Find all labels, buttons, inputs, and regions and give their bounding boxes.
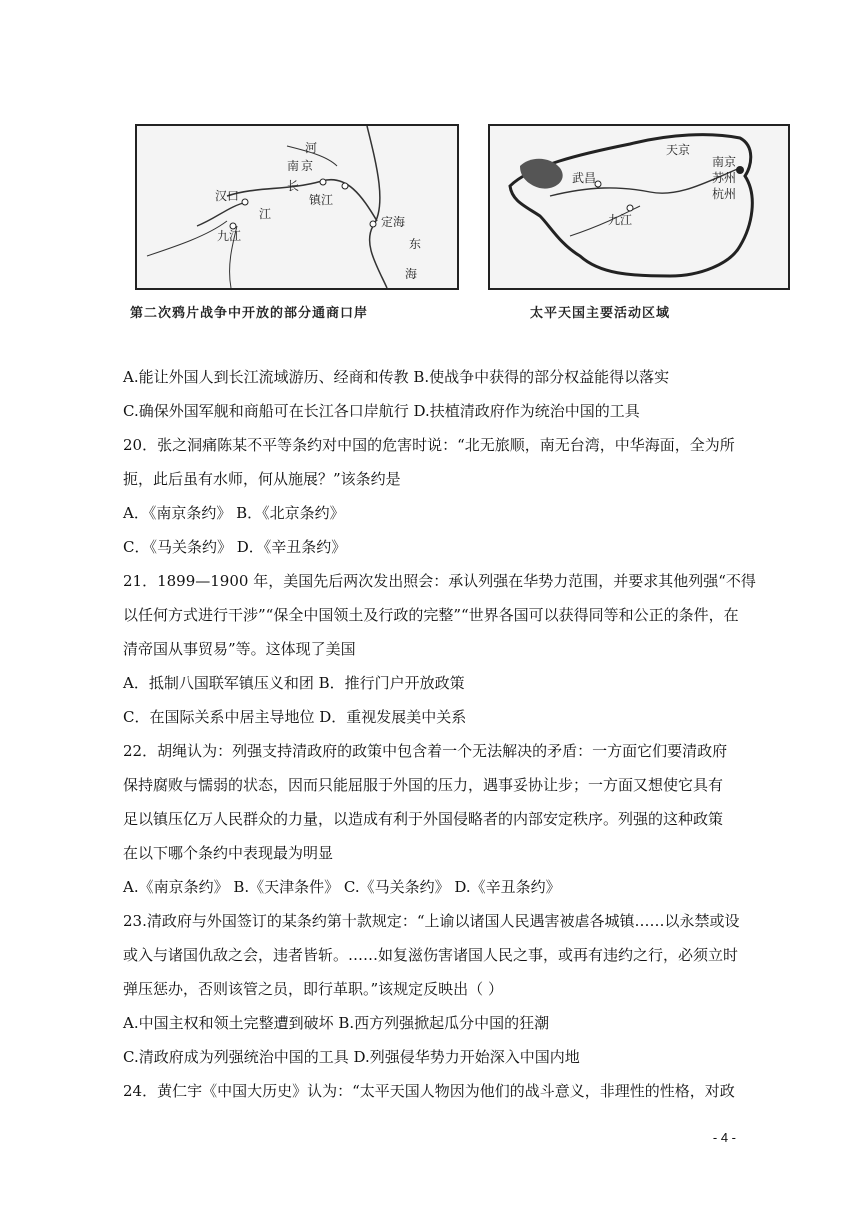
map1-label: 长 xyxy=(287,179,300,193)
map2-label: 苏州 xyxy=(712,171,737,185)
text-line: C．在国际关系中居主导地位 D．重视发展美中关系 xyxy=(123,708,467,726)
text-line: 以任何方式进行干涉”“保全中国领土及行政的完整”“世界各国可以获得同等和公正的条件，在 xyxy=(123,606,739,624)
map1-label: 江 xyxy=(259,207,272,221)
map2-label: 武昌 xyxy=(572,171,597,185)
text-line: 20．张之洞痛陈某不平等条约对中国的危害时说：“北无旅顺，南无台湾，中华海面，全为所 xyxy=(123,436,735,454)
text-line: 在以下哪个条约中表现最为明显 xyxy=(123,844,334,862)
text-line: 足以镇压亿万人民群众的力量，以造成有利于外国侵略者的内部安定秩序。列强的这种政策 xyxy=(123,810,724,828)
map1-label: 河 xyxy=(305,141,318,155)
map-taiping-region xyxy=(488,124,790,290)
map-caption: 第二次鸦片战争中开放的部分通商口岸 xyxy=(130,306,369,321)
text-line: A.能让外国人到长江流域游历、经商和传教 B.使战争中获得的部分权益能得以落实 xyxy=(123,368,670,386)
text-line: C．《马关条约》 D．《辛丑条约》 xyxy=(123,538,347,556)
map1-label: 南 xyxy=(287,159,300,173)
map1-label: 镇江 xyxy=(309,193,334,207)
map2-label: 杭州 xyxy=(712,187,737,201)
map1-label: 东 xyxy=(409,237,422,251)
text-line: 扼，此后虽有水师，何从施展？”该条约是 xyxy=(123,470,401,488)
text-line: 保持腐败与懦弱的状态，因而只能屈服于外国的压力，遇事妥协让步；一方面又想使它具有 xyxy=(123,776,724,794)
map2-label: 九江 xyxy=(608,213,633,227)
page-number: - 4 - xyxy=(712,1130,736,1145)
text-line: A.《南京条约》 B.《天津条件》 C.《马关条约》 D.《辛丑条约》 xyxy=(123,878,561,896)
text-line: C.清政府成为列强统治中国的工具 D.列强侵华势力开始深入中国内地 xyxy=(123,1048,580,1066)
text-line: 22．胡绳认为：列强支持清政府的政策中包含着一个无法解决的矛盾：一方面它们要清政府 xyxy=(123,742,728,760)
text-line: C.确保外国军舰和商船可在长江各口岸航行 D.扶植清政府作为统治中国的工具 xyxy=(123,402,640,420)
map1-label: 汉口 xyxy=(215,189,240,203)
text-line: 或入与诸国仇敌之会，违者皆斩。……如复滋伤害诸国人民之事，或再有违约之行，必须立时 xyxy=(123,946,739,964)
map1-label: 海 xyxy=(405,267,418,281)
text-line: 清帝国从事贸易”等。这体现了美国 xyxy=(123,640,356,658)
maps-figure xyxy=(130,124,790,330)
map-taiping-region-drawing xyxy=(490,126,788,288)
map2-label: 天京 xyxy=(666,143,691,157)
text-line: A.中国主权和领土完整遭到破坏 B.西方列强掀起瓜分中国的狂潮 xyxy=(123,1014,550,1032)
text-line: 弹压惩办，否则该管之员，即行革职。”该规定反映出（ ） xyxy=(123,980,503,998)
map2-label: 南京 xyxy=(712,155,737,169)
text-line: 23.清政府与外国签订的某条约第十款规定：“上谕以诸国人民遇害被虐各城镇……以永禁或设 xyxy=(123,912,740,930)
map1-label: 京 xyxy=(301,159,314,173)
text-line: 24．黄仁宇《中国大历史》认为：“太平天国人物因为他们的战斗意义，非理性的性格，对政 xyxy=(123,1082,735,1100)
map1-label: 定海 xyxy=(381,215,406,229)
map-caption: 太平天国主要活动区域 xyxy=(530,306,671,321)
text-line: A．《南京条约》 B．《北京条约》 xyxy=(123,504,345,522)
map1-label: 九江 xyxy=(217,229,242,243)
text-line: 21．1899—1900 年，美国先后两次发出照会：承认列强在华势力范围，并要求其他列强“不得 xyxy=(123,572,756,590)
map-treaty-ports xyxy=(135,124,459,290)
map-treaty-ports-drawing xyxy=(137,126,457,288)
text-line: A．抵制八国联军镇压义和团 B．推行门户开放政策 xyxy=(123,674,465,692)
question-text xyxy=(123,360,756,1108)
